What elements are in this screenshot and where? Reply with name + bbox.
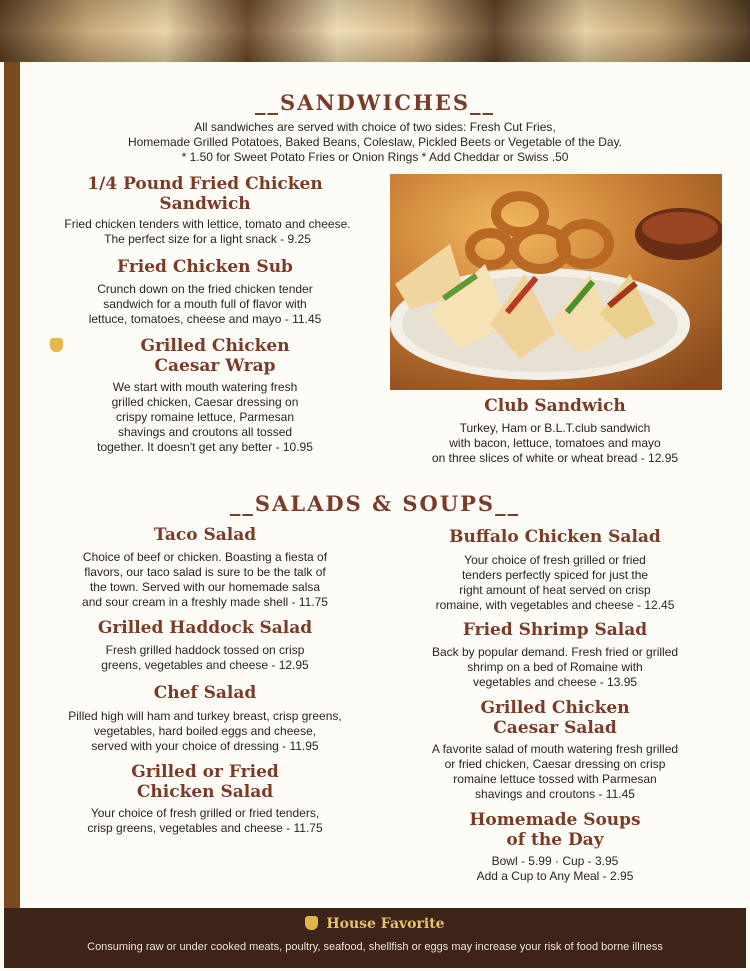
item-desc-club-sandwich: Turkey, Ham or B.L.T.club sandwich with bacon, lettuce, tomatoes and mayo on three slices of white or wheat bread - 12.95	[431, 421, 679, 465]
house-favorite-legend	[4, 916, 746, 932]
house-favorite-icon	[50, 338, 63, 352]
item-desc-fried-shrimp-salad: Back by popular demand. Fresh fried or grilled shrimp on a bed of Romaine with vegetables and cheese - 13.95	[431, 645, 679, 689]
item-title-grilled-chicken-caesar-salad: Grilled Chicken Caesar Salad	[480, 698, 630, 738]
item-title-club-sandwich: Club Sandwich	[484, 396, 626, 416]
top-banner	[0, 0, 750, 62]
footer-bar	[4, 908, 746, 968]
house-favorite-label: House Favorite	[326, 916, 445, 932]
item-title-grilled-or-fried-chicken-salad: Grilled or Fried Chicken Salad	[131, 762, 279, 802]
item-desc-homemade-soups: Bowl - 5.99 · Cup - 3.95 Add a Cup to Any Meal - 2.95	[476, 854, 634, 883]
item-desc-quarter-pound-chicken: Fried chicken tenders with lettice, tomato and cheese. The perfect size for a light snack - 9.25	[64, 217, 351, 246]
item-title-fried-chicken-sub: Fried Chicken Sub	[117, 257, 293, 277]
sandwiches-heading: __SANDWICHES__	[255, 90, 495, 115]
item-desc-fried-chicken-sub: Crunch down on the fried chicken tender sandwich for a mouth full of flavor with lettuce, tomatoes, cheese and mayo - 11.45	[88, 282, 322, 326]
item-desc-grilled-or-fried-chicken-salad: Your choice of fresh grilled or fried tenders, crisp greens, vegetables and cheese - 11.75	[87, 806, 323, 835]
item-desc-chef-salad: Pilled high will ham and turkey breast, crisp greens, vegetables, hard boiled eggs and cheese, served with your choice of dressing - 11.95	[68, 709, 342, 753]
food-safety-disclaimer: Consuming raw or under cooked meats, poultry, seafood, shellfish or eggs may increase your risk of food borne illness	[87, 941, 663, 953]
item-desc-grilled-chicken-caesar-salad: A favorite salad of mouth watering fresh grilled or fried chicken, Caesar dressing on crisp romaine lettuce tossed with Parmesan shavings and croutons - 11.45	[431, 742, 679, 801]
item-desc-taco-salad: Choice of beef or chicken. Boasting a fiesta of flavors, our taco salad is sure to be the talk of the town. Served with our homemade salsa and sour cream in a freshly made shell - 11.75	[82, 550, 328, 609]
item-desc-grilled-chicken-caesar-wrap: We start with mouth watering fresh grilled chicken, Caesar dressing on crispy romaine lettuce, Parmesan shavings and croutons all tossed together. It doesn't get any better - 10.95	[97, 380, 313, 454]
item-title-fried-shrimp-salad: Fried Shrimp Salad	[462, 620, 648, 640]
club-sandwich-illustration	[390, 174, 722, 390]
item-desc-grilled-haddock-salad: Fresh grilled haddock tossed on crisp greens, vegetables and cheese - 12.95	[101, 643, 309, 672]
salads-heading: __SALADS & SOUPS__	[229, 491, 521, 516]
item-title-taco-salad: Taco Salad	[153, 525, 257, 545]
sandwiches-intro: All sandwiches are served with choice of two sides: Fresh Cut Fries, Homemade Grilled Potatoes, Baked Beans, Coleslaw, Pickled Beets or Vegetable of the Day. * 1.50 for Sweet Potato Fries or Onion Rings * Add Cheddar or Swiss .50	[127, 120, 623, 164]
left-border-bar	[4, 62, 20, 912]
item-title-chef-salad: Chef Salad	[153, 683, 257, 703]
item-title-grilled-chicken-caesar-wrap: Grilled Chicken Caesar Wrap	[140, 336, 290, 376]
item-desc-buffalo-chicken-salad: Your choice of fresh grilled or fried tenders perfectly spiced for just the right amount of heat served on crisp romaine, with vegetables and cheese - 12.45	[435, 553, 675, 612]
club-sandwich-photo	[390, 174, 722, 390]
mug-icon	[305, 916, 318, 930]
item-title-homemade-soups: Homemade Soups of the Day	[469, 810, 641, 850]
item-title-quarter-pound-chicken: 1/4 Pound Fried Chicken Sandwich	[87, 174, 323, 214]
item-title-buffalo-chicken-salad: Buffalo Chicken Salad	[449, 527, 661, 547]
item-title-grilled-haddock-salad: Grilled Haddock Salad	[97, 618, 313, 638]
